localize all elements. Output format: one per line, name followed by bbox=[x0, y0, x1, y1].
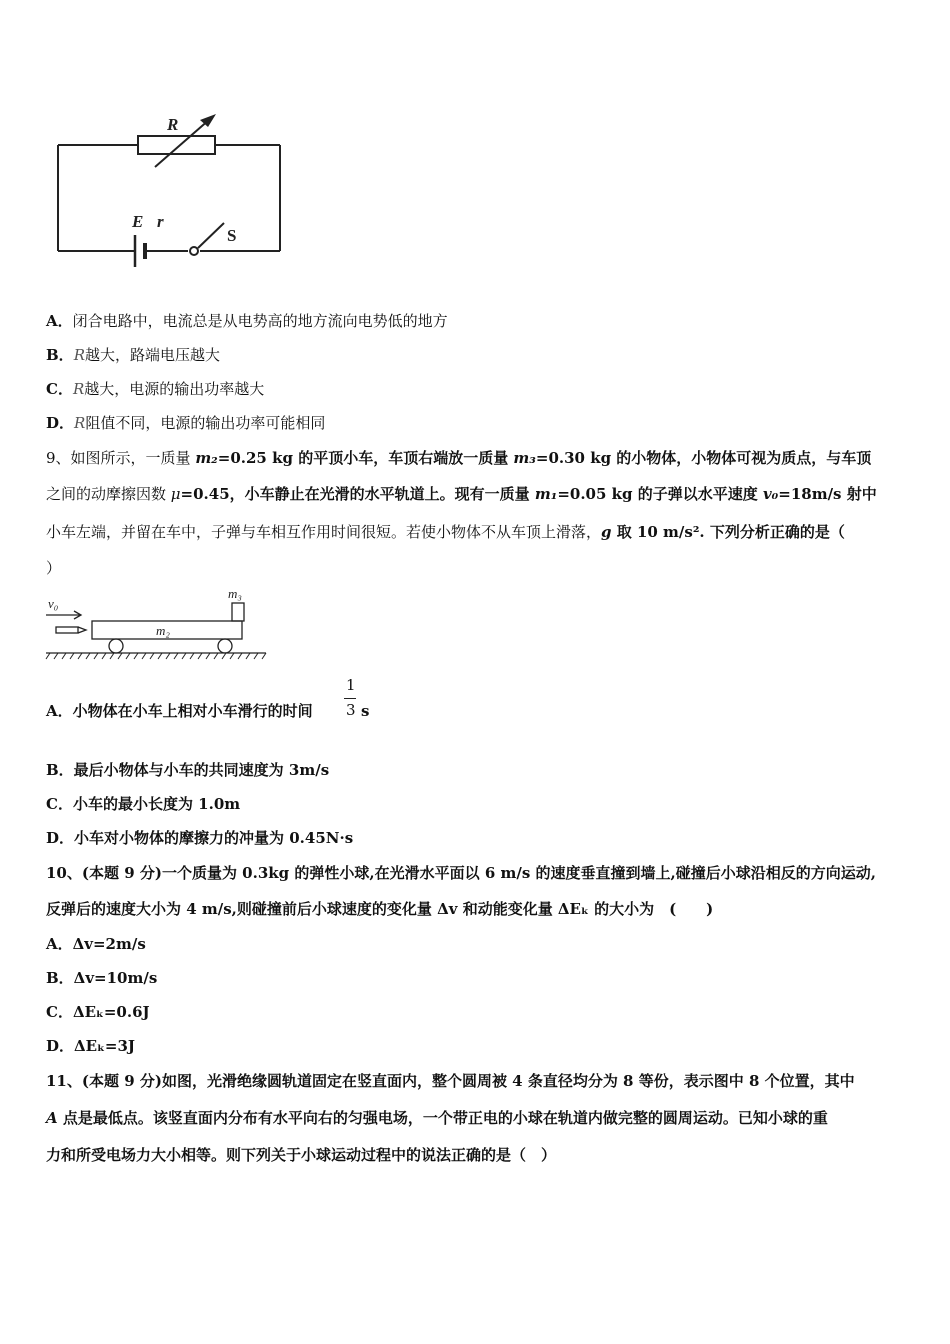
q8-option-a: A．闭合电路中，电流总是从电势高的地方流向电势低的地方 bbox=[46, 312, 448, 330]
fraction-numerator: 1 bbox=[346, 676, 356, 694]
fraction-bar bbox=[344, 698, 356, 699]
emf-label: E bbox=[132, 212, 144, 231]
cart-diagram bbox=[44, 585, 274, 665]
q9-option-d: D．小车对小物体的摩擦力的冲量为 0.45N·s bbox=[46, 829, 354, 847]
v0-label: v₀ bbox=[48, 596, 59, 611]
q8-option-c: C．R越大，电源的输出功率越大 bbox=[46, 380, 265, 398]
switch-label: S bbox=[227, 226, 237, 245]
q9-stem-line-3: 小车左端，并留在车中，子弹与车相互作用时间很短。若使小物体不从车顶上滑落，g 取 10 m/s². 下列分析正确的是（ bbox=[46, 523, 845, 541]
q9-fraction bbox=[343, 676, 359, 724]
q9-option-a: A．小物体在小车上相对小车滑行的时间 bbox=[46, 702, 313, 720]
q9-option-b: B．最后小物体与小车的共同速度为 3m/s bbox=[46, 761, 330, 779]
q8-option-b: B．R越大，路端电压越大 bbox=[46, 346, 220, 364]
m3-label: m₃ bbox=[228, 586, 242, 601]
q9-option-c: C．小车的最小长度为 1.0m bbox=[46, 795, 241, 813]
q10-option-b: B．Δv=10m/s bbox=[46, 969, 158, 987]
q11-stem-line-1: 11、(本题 9 分)如图，光滑绝缘圆轨道固定在竖直面内，整个圆周被 4 条直径均分为 8 等份，表示图中 8 个位置，其中 bbox=[46, 1072, 855, 1090]
resistor-label: R bbox=[167, 115, 179, 134]
q11-stem-line-2: A 点是最低点。该竖直面内分布有水平向右的匀强电场，一个带正电的小球在轨道内做完整的圆周运动。已知小球的重 bbox=[46, 1109, 828, 1127]
q9-stem-line-2: 之间的动摩擦因数 μ=0.45，小车静止在光滑的水平轨道上。现有一质量 m₁=0.05 kg 的子弹以水平速度 v₀=18m/s 射中 bbox=[46, 485, 877, 503]
q10-option-c: C．ΔEₖ=0.6J bbox=[46, 1003, 150, 1021]
q10-option-a: A．Δv=2m/s bbox=[46, 935, 146, 953]
m2-label: m₂ bbox=[156, 623, 170, 638]
q9-stem-line-1: 9、如图所示，一质量 m₂=0.25 kg 的平顶小车，车顶右端放一质量 m₃=0.30 kg 的小物体，小物体可视为质点，与车顶 bbox=[46, 449, 872, 467]
q10-stem-line-1: 10、(本题 9 分)一个质量为 0.3kg 的弹性小球,在光滑水平面以 6 m/s 的速度垂直撞到墙上,碰撞后小球沿相反的方向运动, bbox=[46, 864, 876, 882]
q9-option-a-unit: s bbox=[361, 702, 370, 720]
internal-resistance-label: r bbox=[157, 212, 164, 231]
q8-option-d: D．R阻值不同，电源的输出功率可能相同 bbox=[46, 414, 326, 432]
q10-option-d: D．ΔEₖ=3J bbox=[46, 1037, 136, 1055]
q11-stem-line-3: 力和所受电场力大小相等。则下列关于小球运动过程中的说法正确的是（ ） bbox=[46, 1146, 557, 1164]
q10-stem-line-2: 反弹后的速度大小为 4 m/s,则碰撞前后小球速度的变化量 Δv 和动能变化量 ΔEₖ 的大小为 ( ) bbox=[46, 900, 714, 918]
fraction-denominator: 3 bbox=[346, 701, 356, 719]
circuit-diagram bbox=[40, 105, 300, 285]
q9-stem-line-4: ） bbox=[46, 559, 62, 577]
